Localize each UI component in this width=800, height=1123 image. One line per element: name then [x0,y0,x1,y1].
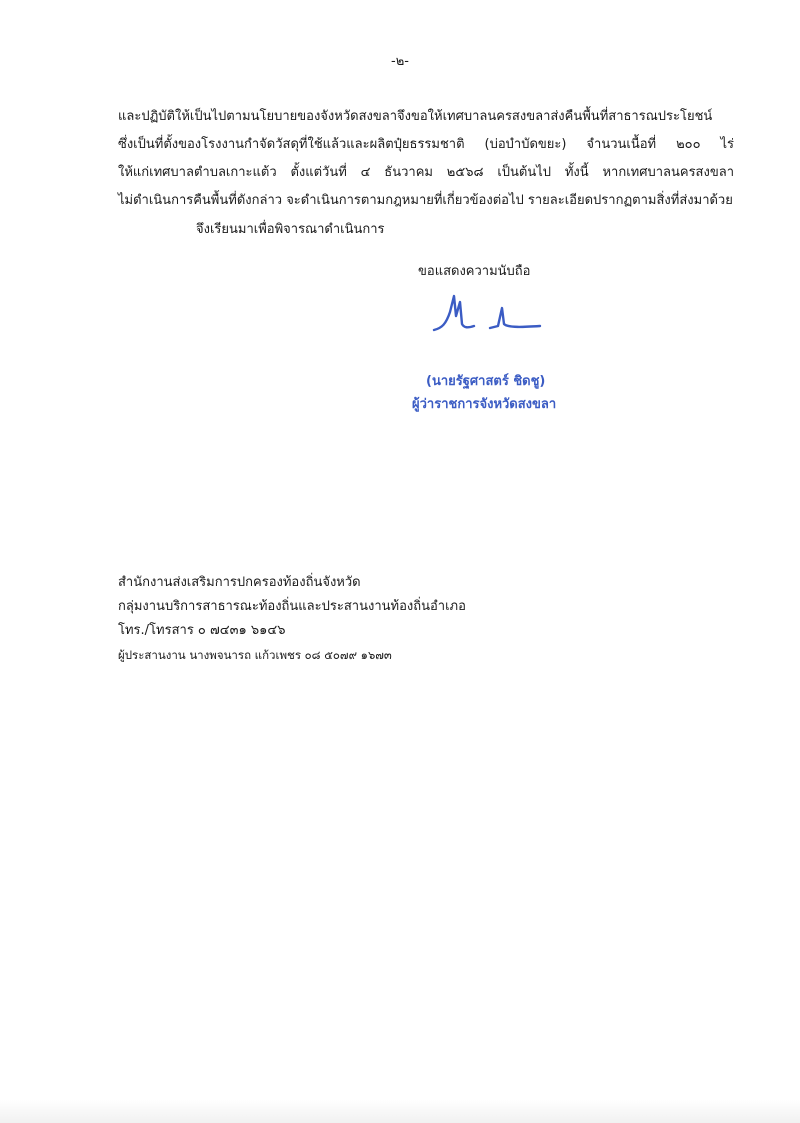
page-number: -๒- [391,54,409,69]
scan-shadow [0,1100,800,1123]
footer-contact [118,571,466,667]
footer-group: กลุ่มงานบริการสาธารณะท้องถิ่นและประสานงานท้องถิ่นอำเภอ [118,599,466,614]
body-line: และปฏิบัติให้เป็นไปตามนโยบายของจังหวัดสงขลาจึงขอให้เทศบาลนครสงขลาส่งคืนพื้นที่สาธารณประโยชน์ [118,109,713,124]
footer-phone: โทร./โทรสาร ๐ ๗๔๓๑ ๖๑๔๖ [118,623,286,638]
handwritten-signature [428,286,548,336]
request-line: จึงเรียนมาเพื่อพิจารณาดำเนินการ [196,222,385,237]
body-line: ซึ่งเป็นที่ตั้งของโรงงานกำจัดวัสดุที่ใช้แล้วและผลิตปุ๋ยธรรมชาติ (บ่อบำบัดขยะ) จำนวนเนื้อที่ ๒๐๐ ไร่ [118,137,734,152]
closing-salutation: ขอแสดงความนับถือ [418,264,531,279]
body-line: ไม่ดำเนินการคืนพื้นที่ดังกล่าว จะดำเนินการตามกฎหมายที่เกี่ยวข้องต่อไป รายละเอียดปรากฏตามสิ่งที่ส่งมาด้วย [118,193,733,208]
signer-title: ผู้ว่าราชการจังหวัดสงขลา [412,397,557,412]
footer-office: สำนักงานส่งเสริมการปกครองท้องถิ่นจังหวัด [118,575,361,590]
footer-coordinator: ผู้ประสานงาน นางพจนารถ แก้วเพชร ๐๘ ๕๐๗๙ ๑๖๗๓ [118,648,392,662]
body-paragraph [118,103,734,215]
body-line: ให้แก่เทศบาลตำบลเกาะแต้ว ตั้งแต่วันที่ ๔ ธันวาคม ๒๕๖๘ เป็นต้นไป ทั้งนี้ หากเทศบาลนครสงขลา [118,165,734,180]
signer-name: (นายรัฐศาสตร์ ชิดชู) [426,374,546,389]
